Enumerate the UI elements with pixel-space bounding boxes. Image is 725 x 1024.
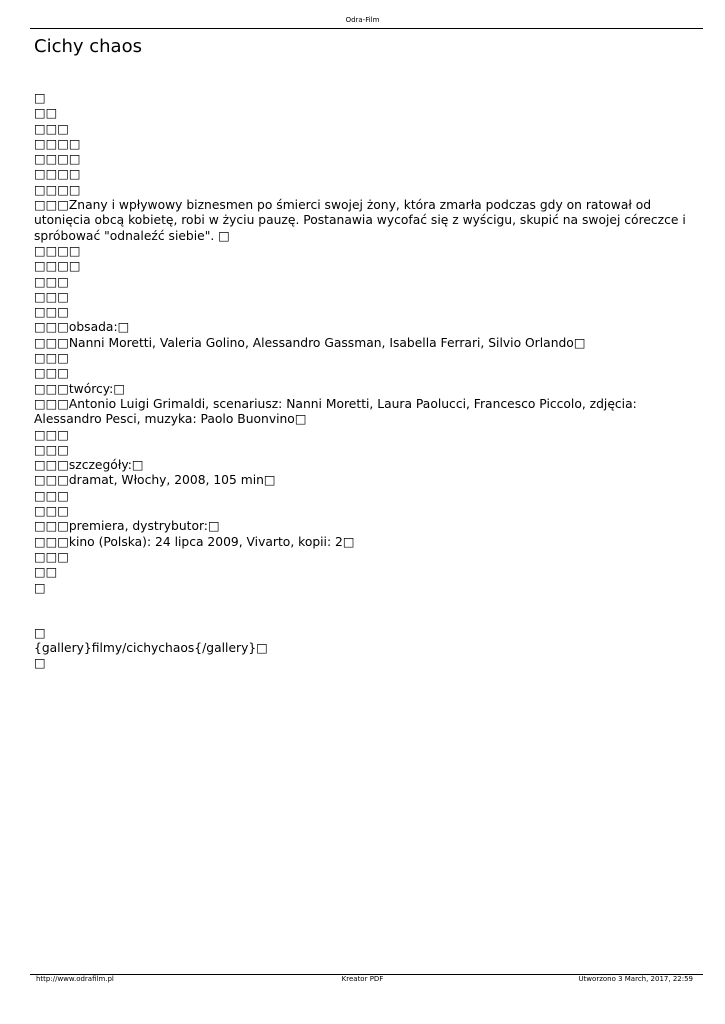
- text-line: □□□dramat, Włochy, 2008, 105 min□: [34, 473, 276, 488]
- text-line: {gallery}filmy/cichychaos{/gallery}□: [34, 641, 268, 656]
- text-line: □□□: [34, 488, 69, 503]
- text-line: □□: [34, 565, 58, 580]
- text-line: □□□: [34, 121, 69, 136]
- text-line: □: [34, 580, 46, 595]
- text-line: □□□: [34, 504, 69, 519]
- text-line: □□□: [34, 549, 69, 564]
- text-line: □□□obsada:□: [34, 320, 130, 335]
- content-lines-main: [34, 198, 694, 596]
- footer-url-link[interactable]: http://www.odrafilm.pl: [36, 975, 114, 983]
- header-divider: [30, 28, 703, 29]
- text-line: □: [34, 625, 46, 640]
- text-line: □□□□: [34, 167, 81, 182]
- text-line: □□□□: [34, 152, 81, 167]
- text-line: □: [34, 656, 46, 671]
- footer-created-date: Utworzono 3 March, 2017, 22:59: [578, 975, 693, 983]
- page-title: Cichy chaos: [34, 36, 142, 57]
- text-line: □: [34, 91, 46, 105]
- text-line: □□□□: [34, 259, 81, 274]
- article-body: [34, 91, 694, 672]
- spacer: [34, 596, 694, 626]
- text-line: □□□Nanni Moretti, Valeria Golino, Alessandro Gassman, Isabella Ferrari, Silvio Orlando□: [34, 335, 586, 350]
- footer-generator: Kreator PDF: [341, 975, 384, 983]
- text-line: □□□kino (Polska): 24 lipca 2009, Vivarto, kopii: 2□: [34, 534, 355, 549]
- text-line: □□□□: [34, 136, 81, 151]
- content-lines-before: [34, 91, 694, 198]
- text-line: □□: [34, 106, 58, 121]
- text-line: □□□: [34, 366, 69, 381]
- text-line: □□□□: [34, 243, 81, 258]
- text-line: □□□: [34, 427, 69, 442]
- page-header-site: Odra-Film: [345, 16, 380, 24]
- text-line: □□□: [34, 274, 69, 289]
- text-line: □□□: [34, 351, 69, 366]
- text-line: □□□twórcy:□: [34, 381, 125, 396]
- text-line: □□□: [34, 289, 69, 304]
- text-line: □□□Znany i wpływowy biznesmen po śmierci swojej żony, która zmarła podczas gdy on ratował od utonięcia obcą kobietę, robi w życiu pauzę. Postanawia wycofać się z wyścigu, skupić na swojej córeczce i spróbować "odnaleźć siebie". □: [34, 198, 690, 243]
- text-line: □□□Antonio Luigi Grimaldi, scenariusz: Nanni Moretti, Laura Paolucci, Francesco Piccolo, zdjęcia: Alessandro Pesci, muzyka: Paolo Buonvino□: [34, 396, 641, 427]
- text-line: □□□szczegóły:□: [34, 458, 144, 473]
- text-line: □□□premiera, dystrybutor:□: [34, 519, 220, 534]
- content-lines-tail: [34, 626, 694, 672]
- text-line: □□□□: [34, 182, 81, 197]
- text-line: □□□: [34, 305, 69, 320]
- text-line: □□□: [34, 442, 69, 457]
